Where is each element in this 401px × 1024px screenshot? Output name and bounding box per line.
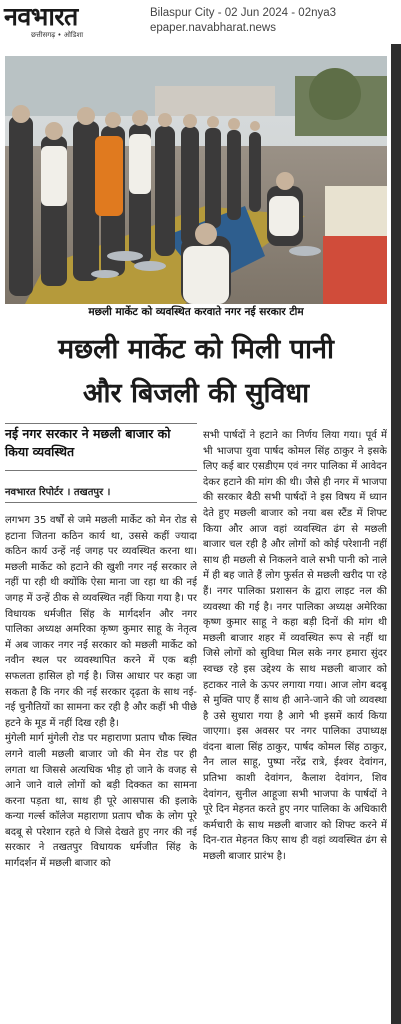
edition-meta	[150, 6, 336, 36]
page-edge-bar	[391, 44, 401, 1024]
masthead	[0, 0, 401, 42]
byline-rule	[5, 502, 197, 503]
paragraph: सभी पार्षदों ने हटाने का निर्णय लिया गया। पूर्व में भी भाजपा युवा पार्षद कोमल सिंह ठाकुर ने इसके लिए कई बार एसडीएम एवं नगर पालिका में आवेदन देकर हटाने की मांग की थी। जैसे ही नगर में भाजपा की सरकार बैठी सभी पार्षदों ने इस विषय में ध्यान देते हुए मछली बाजार को नया बस स्टैंड में शिफ्ट किया और आज वहां व्यवस्थित ढंग से मछली बाजार चल रही है और लोगों को कोई परेशानी नहीं साथ ही मछली से निकलने वाले सभी पानी को नाले में ही बह जाते हैं लोग फुर्सत से मछली खरीद पा रहे हैं। नगर पालिका प्रशासन के द्वारा लाइट नल की व्यवस्था की गई है। नगर पालिका अध्यक्ष अमेरिका कृष्ण कुमार साहू ने कहा बड़ी दिनों की मांग थी मछली बाजार शहर में व्यवस्थित रूप से नहीं था जिसे लोगों को सुविधा मिल सके नगर हमारा सुंदर स्वच्छ रहे इस उद्देश्य के साथ मछली बाजार को हटाकर नाले के ऊपर लगाया गया। आज लोग बदबू से मुक्ति पाए हैं साथ ही आने-जाने की जो व्यवस्था है उसे सुधारा गया है आगे भी इसमें कार्य किया जाएगा। इस अवसर पर नगर पालिका उपाध्यक्ष वंदना बाला सिंह ठाकुर, पार्षद कोमल सिंह ठाकुर, नैन लाल साहू, पुष्पा नरेंद्र रात्रे, ईश्वर देवांगन, प्रतिभा काशी देवांगन, कैलाश देवांगन, शिव देवांगन, सुनील आहूजा सभी भाजपा के पार्षदों ने पूरे दिन मेहनत करते हुए नगर पालिका के अधिकारी कर्मचारी के साथ मछली बाजार को शिफ्ट करने में दिन-रात मेहनत किए साथ ही वहां व्यवस्थित ढंग से मछली बाजार प्रारंभ है।	[203, 430, 387, 863]
headline-line-1: मछली मार्केट को मिली पानी	[58, 334, 334, 365]
fish-market-photo-illustration	[5, 56, 387, 304]
newspaper-logo	[4, 3, 134, 39]
subhead-bottom-rule	[5, 470, 197, 471]
paragraph: मुंगेली मार्ग मुंगेली रोड पर महाराणा प्रताप चौक स्थित लगने वाली मछली बाजार जो की मेन रोड पर ही लगता था जिससे अत्यधिक भीड़ हो जाने के वजह से आने जाने वाले लोगों को बड़ी दिक्कत का सामना करना पड़ता था, साथ ही पूरे आसपास की इलाके कन्या गर्ल्स कॉलेज महाराणा प्रताप चौक के लोग पूरे बदबू से परेशान रहते थे जिसे देखते हुए नगर की नई सरकार ने तखतपुर विधायक धर्मजीत सिंह के मार्गदर्शन में मछली बाजार को	[5, 733, 197, 870]
logo-title: नवभारत	[4, 2, 78, 31]
logo-subtitle: छत्तीसगढ़ • ओडिशा	[31, 31, 84, 39]
news-photo	[5, 56, 387, 304]
byline: नवभारत रिपोर्टर । तखतपुर ।	[5, 487, 111, 498]
headline	[5, 328, 387, 416]
paragraph: लगभग 35 वर्षों से जमे मछली मार्केट को मेन रोड से हटाना जितना कठिन कार्य था, उससे कहीं ज्यादा कठिन कार्य उन्हें नई जगह पर व्यवस्थित करना था। मछली मार्केट को हटाने की खुशी नगर नई सरकार ले नहीं पा रही थी क्योंकि ऐसा माना जा रहा था की नई जगह में उन्हें ठीक से व्यवस्थित नहीं किया गया है। पर विधायक धर्मजीत सिंह के मार्गदर्शन और नगर पालिका अध्यक्ष अमरिका कृष्ण कुमार साहू के नेतृत्व में अब जाकर नगर नई सरकार को मछली मार्केट को नवीन स्थल पर व्यवस्थापित करने में एक बड़ी सफलता हासिल हो गई है। जिस आधार पर कहा जा सकता है कि नगर की नई सरकार दृढ़ता के साथ नई-नई चुनौतियों का सामना कर रही है और कहीं भी पीछे हटने के मूड में नहीं दिख रही है।	[5, 515, 197, 729]
article-column-1	[5, 513, 197, 1021]
subheadline: नई नगर सरकार ने मछली बाजार को किया व्यवस्थित	[5, 426, 171, 459]
dateline: Bilaspur City - 02 Jun 2024 - 02nya3	[150, 7, 337, 19]
website-url: epaper.navabharat.news	[150, 22, 276, 34]
subhead-top-rule	[5, 423, 197, 424]
article-column-2	[203, 428, 387, 1020]
photo-caption: मछली मार्केट को व्यवस्थित करवाते नगर नई सरकार टीम	[88, 306, 304, 318]
headline-line-2: और बिजली की सुविधा	[82, 378, 310, 409]
